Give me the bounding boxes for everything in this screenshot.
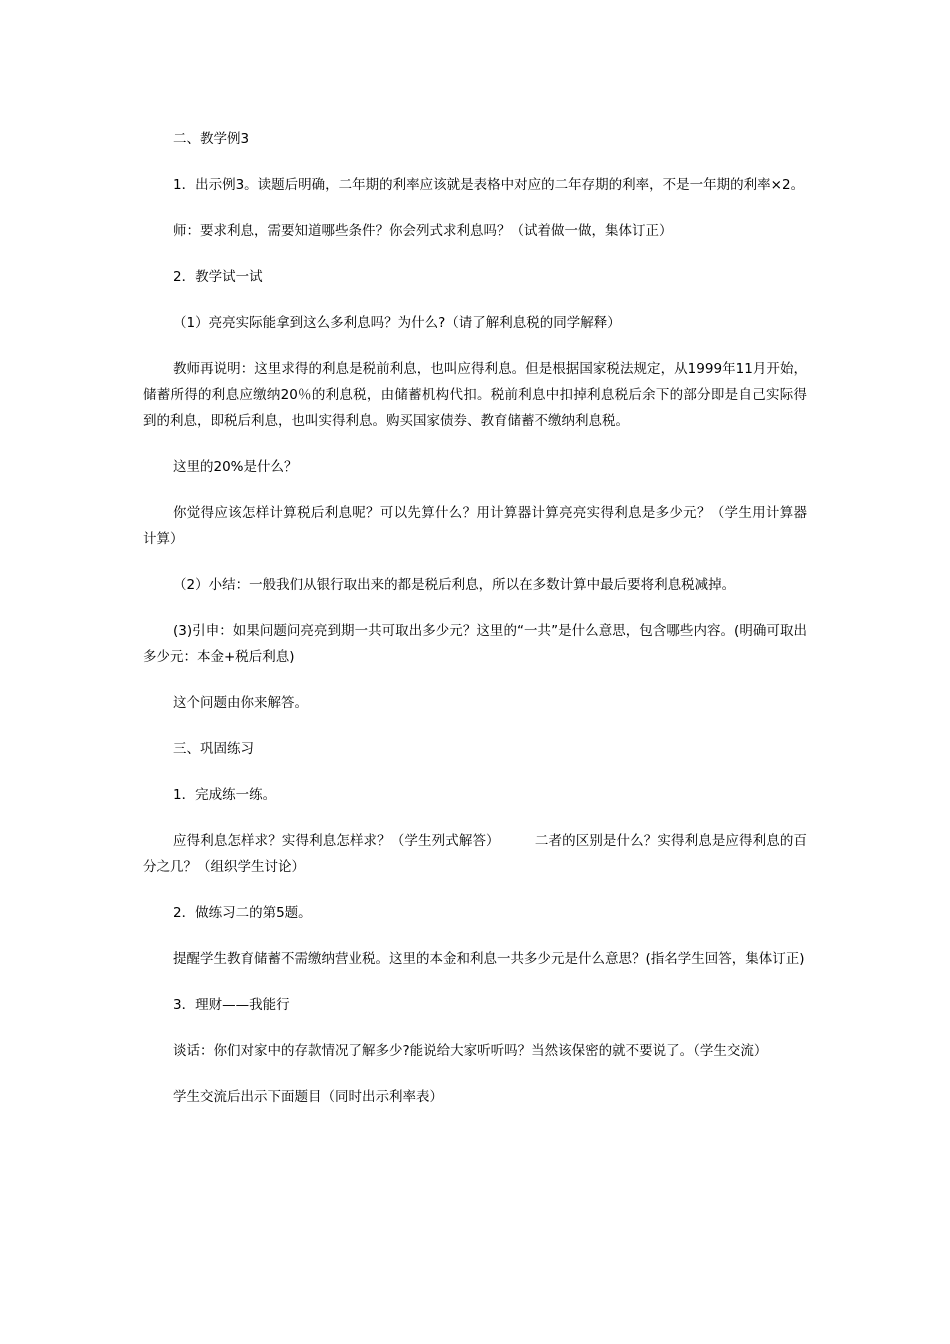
paragraph-practice-2: 2．做练习二的第5题。 (173, 905, 312, 921)
paragraph-extension: (3)引申：如果问题问亮亮到期一共可取出多少元？这里的“一共”是什么意思，包含哪些内容。(明确可取出多少元：本金+税后利息) (143, 623, 807, 665)
paragraph-reminder: 提醒学生教育储蓄不需缴纳营业税。这里的本金和利息一共多少元是什么意思？(指名学生回答，集体订正) (173, 951, 805, 967)
paragraph-practice-1: 1．完成练一练。 (173, 787, 277, 803)
document-body (143, 126, 807, 1110)
paragraph-show-example-3: 1．出示例3。读题后明确，二年期的利率应该就是表格中对应的二年存期的利率，不是一年期的利率×2。 (173, 177, 805, 193)
paragraph-you-answer: 这个问题由你来解答。 (173, 695, 308, 711)
section-heading-practice: 三、巩固练习 (173, 741, 254, 757)
section-heading-example-3: 二、教学例3 (173, 131, 250, 147)
paragraph-teacher-question: 师：要求利息，需要知道哪些条件？你会列式求利息吗？（试着做一做，集体订正） (173, 223, 673, 239)
paragraph-summary: （2）小结：一般我们从银行取出来的都是税后利息，所以在多数计算中最后要将利息税减掉。 (173, 577, 736, 593)
paragraph-interest-questions: 应得利息怎样求？实得利息怎样求？（学生列式解答） 二者的区别是什么？实得利息是应得利息的百分之几？（组织学生讨论） (143, 833, 807, 875)
paragraph-twenty-percent: 这里的20%是什么？ (173, 459, 298, 475)
paragraph-show-problem: 学生交流后出示下面题目（同时出示利率表） (173, 1089, 443, 1105)
paragraph-conversation: 谈话：你们对家中的存款情况了解多少?能说给大家听听吗？当然该保密的就不要说了。（学生交流） (173, 1043, 768, 1059)
paragraph-question-1: （1）亮亮实际能拿到这么多利息吗？为什么?（请了解利息税的同学解释） (173, 315, 621, 331)
paragraph-calculate-after-tax: 你觉得应该怎样计算税后利息呢？可以先算什么？用计算器计算亮亮实得利息是多少元？（学生用计算器计算） (143, 505, 807, 547)
paragraph-teacher-explanation: 教师再说明：这里求得的利息是税前利息，也叫应得利息。但是根据国家税法规定，从1999年11月开始，储蓄所得的利息应缴纳20％的利息税，由储蓄机构代扣。税前利息中扣掉利息税后余下的部分即是自己实际得到的利息，即税后利息，也叫实得利息。购买国家债券、教育储蓄不缴纳利息税。 (143, 361, 807, 429)
paragraph-practice-3: 3．理财——我能行 (173, 997, 290, 1013)
paragraph-try-it-heading: 2．教学试一试 (173, 269, 263, 285)
